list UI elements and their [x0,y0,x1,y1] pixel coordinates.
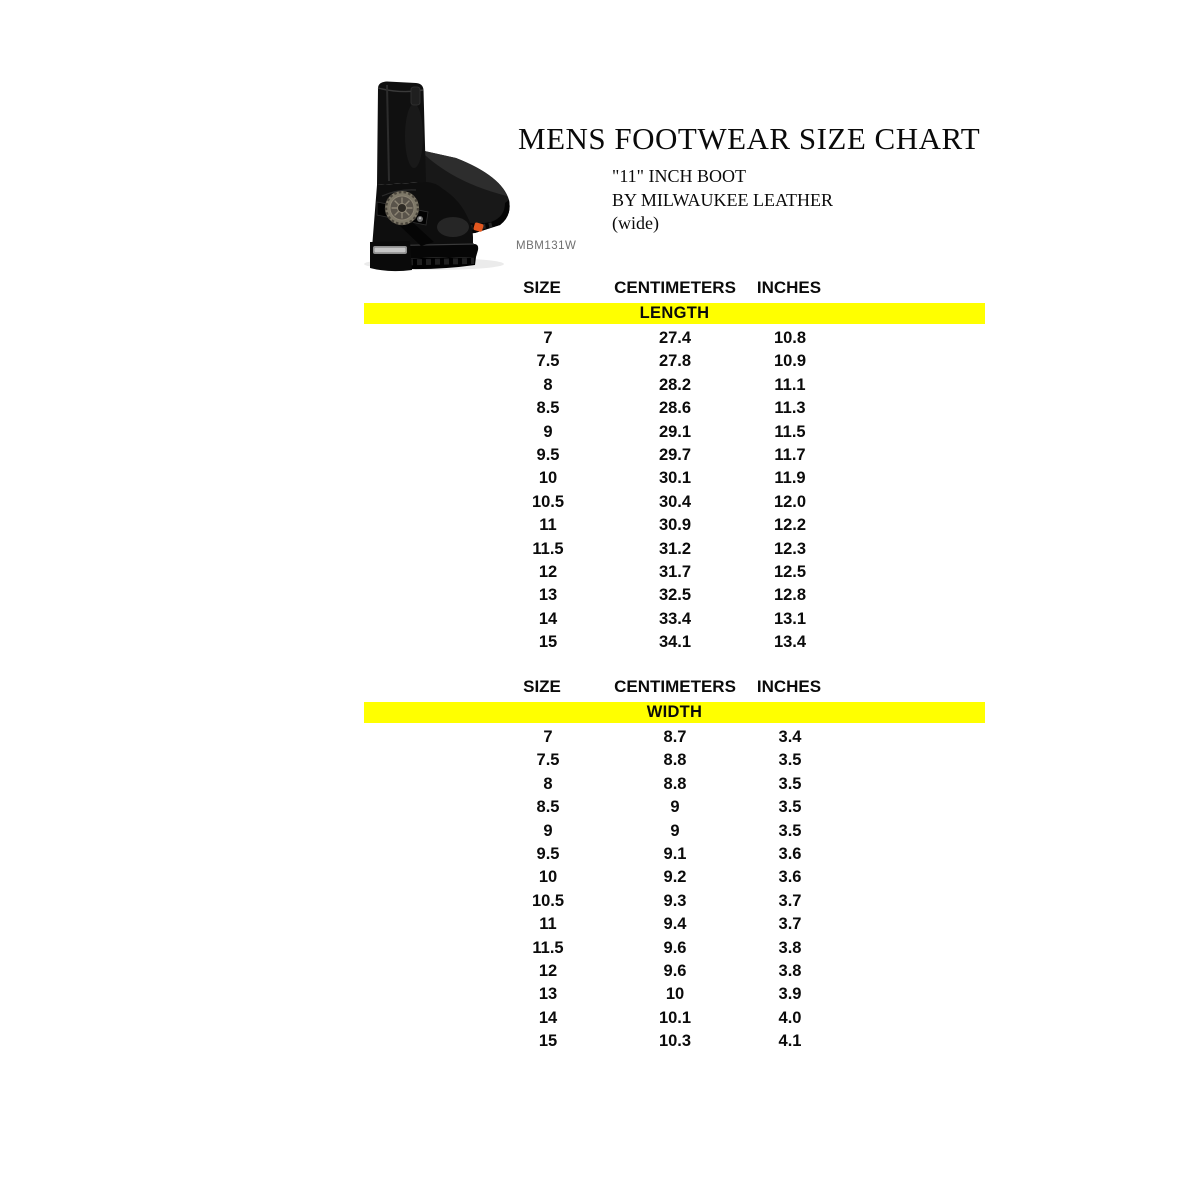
cell-inches: 12.3 [773,539,807,558]
product-photo [356,76,514,274]
cell-size: 15 [538,633,558,652]
cell-inches: 3.5 [778,774,802,793]
table-row [364,820,985,843]
cell-inches: 3.5 [778,821,802,840]
table-row [364,538,985,561]
cell-inches: 12.5 [773,562,807,581]
table-row [364,866,985,889]
cell-size: 13 [538,985,558,1004]
cell-size: 11.5 [532,938,564,957]
subtitle-width-note: (wide) [612,213,659,233]
width-table [364,677,985,1053]
cell-centimeters: 27.8 [658,352,692,371]
table-row [364,890,985,913]
cell-centimeters: 10.1 [658,1008,692,1027]
cell-size: 10 [538,868,558,887]
cell-inches: 10.8 [773,329,807,347]
table-row [364,491,985,514]
table-row [364,608,985,631]
table-row [364,726,985,749]
cell-centimeters: 10.3 [658,1032,692,1051]
cell-inches: 11.3 [774,399,806,418]
cell-inches: 3.6 [778,844,802,863]
cell-centimeters: 8.7 [663,728,687,746]
table-row [364,749,985,772]
table-row [364,983,985,1006]
subtitle-brand: BY MILWAUKEE LEATHER [612,189,833,210]
cell-centimeters: 30.9 [658,516,692,535]
table-row [364,1030,985,1053]
table-row [364,421,985,444]
medallion [385,191,419,225]
cell-centimeters: 9.1 [663,844,687,863]
cell-centimeters: 8.8 [663,751,687,770]
cell-centimeters: 31.7 [658,562,692,581]
table-row [364,467,985,490]
column-header-size: SIZE [523,677,561,696]
cell-size: 8.5 [536,399,560,418]
cell-centimeters: 29.7 [658,445,692,464]
cell-centimeters: 9.4 [663,915,687,934]
table-row [364,913,985,936]
cell-size: 15 [538,1032,558,1051]
table-row [364,444,985,467]
cell-size: 8.5 [536,798,560,817]
cell-inches: 12.2 [773,516,807,535]
cell-inches: 12.8 [773,586,807,605]
table-row [364,397,985,420]
cell-centimeters: 30.4 [658,492,692,511]
cell-inches: 13.4 [773,633,807,652]
cell-inches: 11.9 [774,469,806,488]
column-header-centimeters: CENTIMETERS [614,278,736,297]
cell-centimeters: 31.2 [658,539,692,558]
cell-size: 7.5 [536,751,560,770]
table-row [364,843,985,866]
cell-size: 11 [539,915,557,934]
cell-inches: 3.8 [778,961,802,980]
width-section-band: WIDTH [364,702,985,723]
cell-centimeters: 9.3 [663,891,687,910]
cell-centimeters: 8.8 [663,774,687,793]
cell-inches: 3.7 [778,891,802,910]
cell-size: 12 [538,562,558,581]
cell-size: 11.5 [532,539,564,558]
cell-centimeters: 28.2 [658,375,692,394]
table-row [364,374,985,397]
table-row [364,631,985,654]
table-row [364,514,985,537]
cell-size: 10 [538,469,558,488]
cell-centimeters: 27.4 [658,329,692,347]
cell-size: 10.5 [531,492,565,511]
table-row [364,960,985,983]
cell-centimeters: 34.1 [658,633,692,652]
cell-size: 14 [538,1008,558,1027]
cell-size: 10.5 [531,891,565,910]
column-header-size: SIZE [523,278,561,297]
cell-size: 7 [543,329,553,347]
cell-inches: 12.0 [773,492,807,511]
cell-size: 9 [543,821,553,840]
cell-inches: 4.0 [778,1008,802,1027]
cell-inches: 3.9 [778,985,802,1004]
cell-size: 9 [543,422,553,441]
cell-size: 13 [538,586,558,605]
column-header-inches: INCHES [756,278,822,297]
column-header-inches: INCHES [756,677,822,696]
cell-size: 9.5 [536,445,560,464]
cell-centimeters: 9.6 [663,961,687,980]
product-code: MBM131W [516,240,577,252]
width-table-header [364,677,985,702]
cell-centimeters: 9.2 [663,868,687,887]
cell-centimeters: 9 [670,798,680,817]
table-row [364,1007,985,1030]
cell-size: 7.5 [536,352,560,371]
cell-inches: 3.6 [778,868,802,887]
cell-inches: 3.4 [778,728,802,746]
table-row [364,561,985,584]
length-table [364,278,985,654]
table-row [364,773,985,796]
cell-centimeters: 10 [665,985,685,1004]
page-title: MENS FOOTWEAR SIZE CHART [518,121,981,156]
cell-inches: 3.8 [778,938,802,957]
cell-inches: 13.1 [773,609,807,628]
cell-centimeters: 30.1 [658,469,692,488]
cell-size: 14 [538,609,558,628]
cell-centimeters: 9 [670,821,680,840]
cell-size: 7 [543,728,553,746]
table-row [364,796,985,819]
cell-inches: 11.5 [774,422,806,441]
cell-inches: 3.7 [778,915,802,934]
length-rows [364,327,985,654]
boot-image [356,76,514,274]
cell-size: 8 [543,774,553,793]
cell-inches: 3.5 [778,751,802,770]
cell-inches: 10.9 [773,352,807,371]
table-row [364,350,985,373]
cell-size: 11 [539,516,557,535]
length-table-header [364,278,985,303]
cell-centimeters: 32.5 [658,586,692,605]
cell-inches: 4.1 [778,1032,802,1051]
cell-centimeters: 28.6 [658,399,692,418]
cell-inches: 11.1 [774,375,806,394]
table-row [364,327,985,350]
cell-inches: 3.5 [778,798,802,817]
table-row [364,937,985,960]
cell-size: 8 [543,375,553,394]
cell-centimeters: 29.1 [658,422,692,441]
subtitle-boot-height: "11" INCH BOOT [612,166,747,186]
cell-centimeters: 9.6 [663,938,687,957]
cell-inches: 11.7 [774,445,806,464]
length-section-band: LENGTH [364,303,985,324]
column-header-centimeters: CENTIMETERS [614,677,736,696]
table-row [364,584,985,607]
cell-centimeters: 33.4 [658,609,692,628]
product-subtitle [612,165,833,236]
cell-size: 9.5 [536,844,560,863]
cell-size: 12 [538,961,558,980]
width-rows [364,726,985,1053]
